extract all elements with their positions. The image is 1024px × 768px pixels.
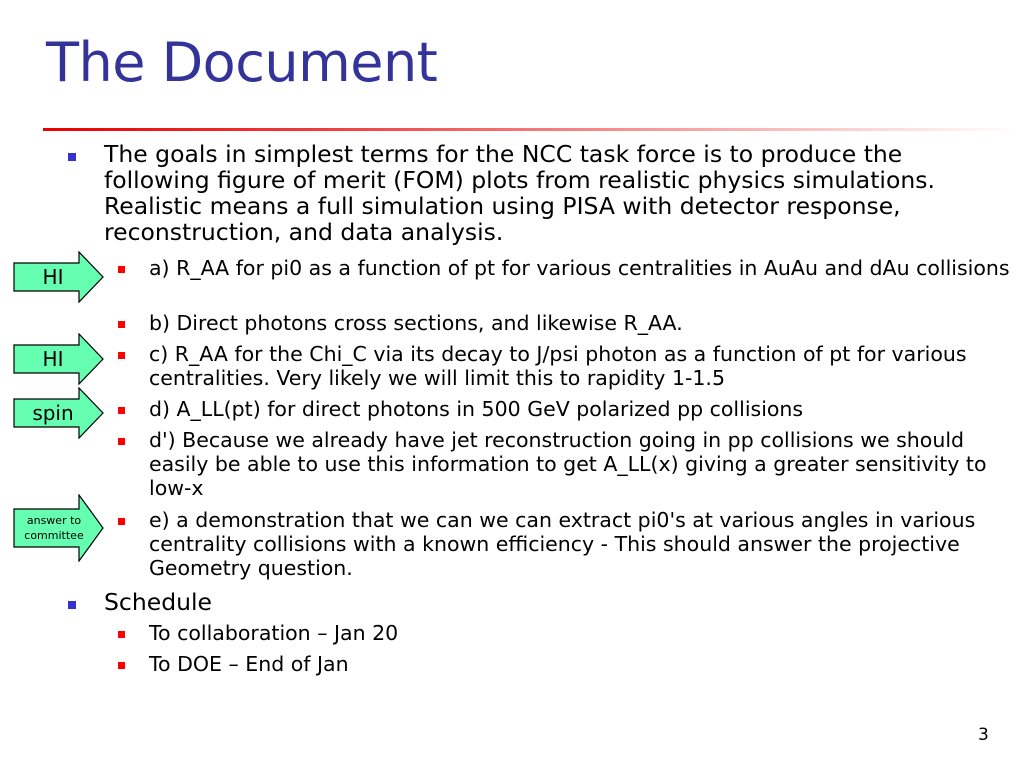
sub-item-c: c) R_AA for the Chi_C via its decay to J/psi photon as a function of pt for various centralities. Very likely we will limit this to rapidity 1-1.5: [149, 342, 967, 390]
sub-item-a: a) R_AA for pi0 as a function of pt for various centralities in AuAu and dAu collisions: [149, 256, 1010, 280]
bullet-square-icon: [118, 321, 125, 328]
schedule-item-collaboration: To collaboration – Jan 20: [149, 621, 399, 645]
page-number: 3: [978, 725, 989, 745]
arrow-callout-spin: [13, 387, 105, 439]
bullet-square-icon: [118, 266, 125, 273]
bullet-square-icon: [118, 407, 125, 414]
arrow-label: HI: [42, 347, 64, 371]
arrow-label: spin: [32, 401, 74, 425]
bullet-square-icon: [118, 518, 125, 525]
bullet-square-icon: [68, 153, 76, 161]
sub-item-e: e) a demonstration that we can we can extract pi0's at various angles in various centrality collisions with a known efficiency - This should answer the projective Geometry question.: [149, 508, 976, 580]
arrow-label: answer to committee: [24, 514, 84, 542]
arrow-callout-hi-1: [13, 251, 105, 303]
sub-item-b: b) Direct photons cross sections, and likewise R_AA.: [149, 311, 683, 335]
schedule-item-doe: To DOE – End of Jan: [149, 652, 349, 676]
bullet-schedule: Schedule: [104, 588, 212, 616]
bullet-square-icon: [118, 631, 125, 638]
slide-title: The Document: [46, 31, 438, 94]
bullet-square-icon: [118, 662, 125, 669]
arrow-callout-hi-2: [13, 333, 105, 385]
arrow-callout-answer-to-committee: [13, 494, 105, 562]
bullet-square-icon: [118, 352, 125, 359]
bullet-square-icon: [118, 438, 125, 445]
bullet-goals: The goals in simplest terms for the NCC task force is to produce the following figure of merit (FOM) plots from realistic physics simulations. Realistic means a full simulation using PISA with detector response, reconstruction, and data analysis.: [104, 140, 935, 246]
bullet-square-icon: [68, 601, 76, 609]
sub-item-d-prime: d') Because we already have jet reconstruction going in pp collisions we should easily be able to use this information to get A_LL(x) giving a greater sensitivity to low-x: [149, 428, 987, 500]
sub-item-d: d) A_LL(pt) for direct photons in 500 GeV polarized pp collisions: [149, 397, 804, 421]
arrow-label: HI: [42, 265, 64, 289]
